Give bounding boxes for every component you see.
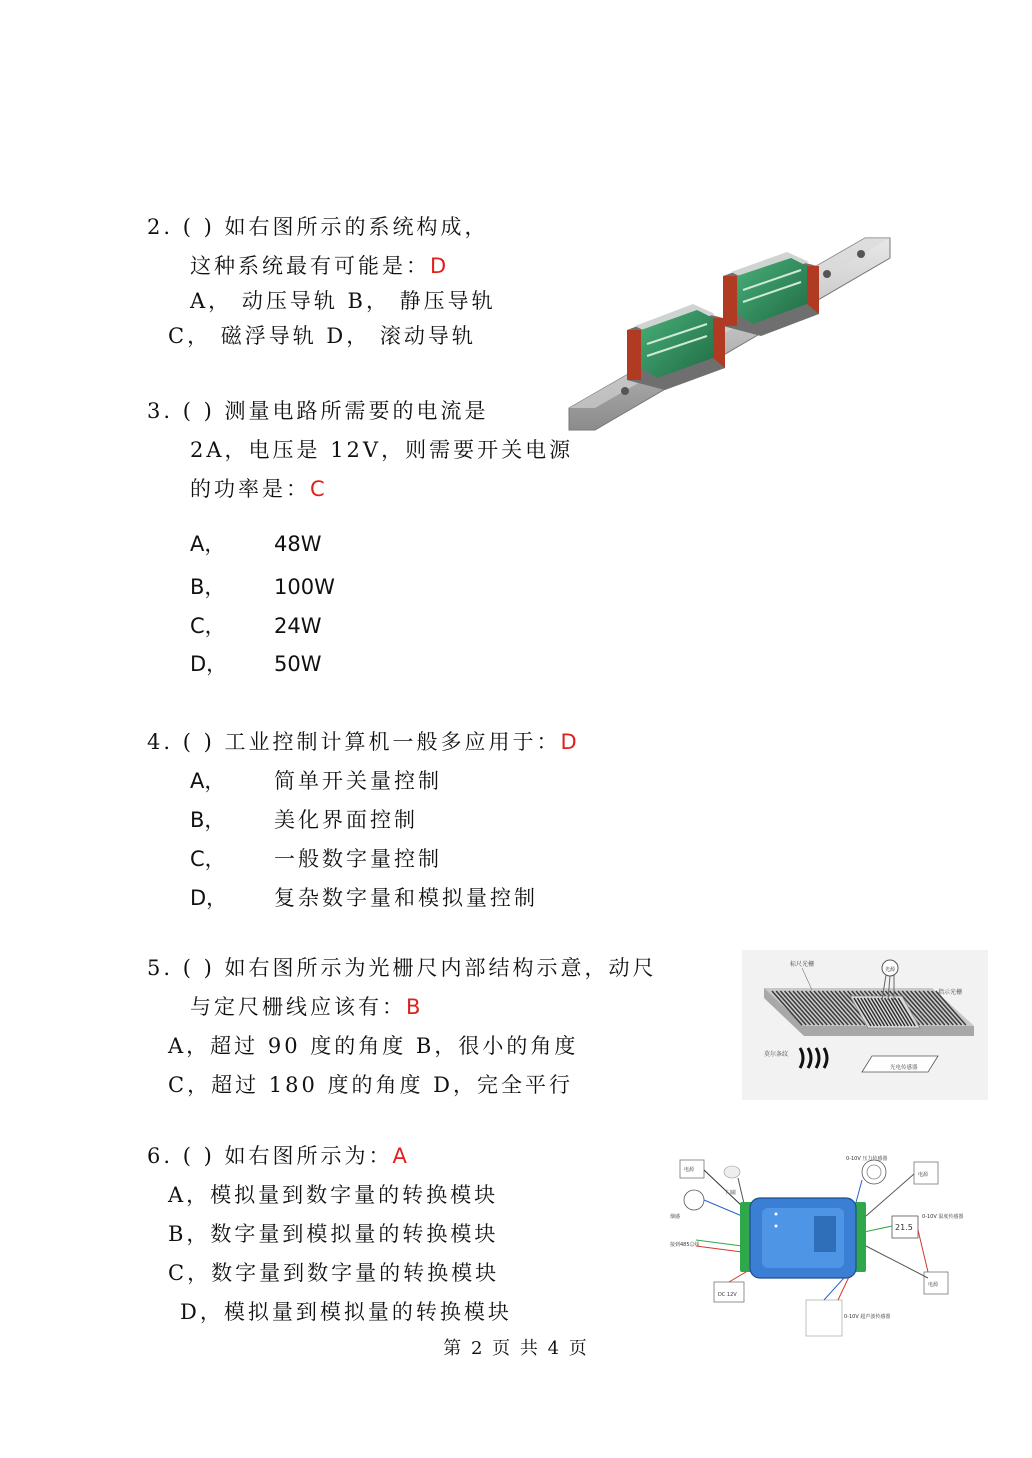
option-value: 复杂数字量和模拟量控制 — [274, 886, 538, 910]
option-letter: D， — [190, 652, 228, 676]
sonic-label: 0-10V 超声波传感器 — [844, 1314, 891, 1320]
q6-option-d: D，模拟量到模拟量的转换模块 — [180, 1300, 512, 1324]
option-value: 24W — [274, 614, 322, 638]
label-indicator-grating: 指示光栅 — [938, 989, 963, 996]
q6-option-b: B，数字量到模拟量的转换模块 — [168, 1222, 499, 1246]
q3-line3 — [190, 474, 325, 504]
door-label: 门磁 — [726, 1190, 737, 1196]
power-label-1: 电源 — [684, 1167, 695, 1173]
q3-line2: 2A，电压是 12V，则需要开关电源 — [190, 438, 574, 462]
q5-line1: 5. ( ) 如右图所示为光栅尺内部结构示意，动尺 — [147, 956, 657, 980]
power-label-2: 电源 — [918, 1172, 929, 1178]
option-value: 一般数字量控制 — [274, 847, 442, 871]
option-letter: D， — [190, 886, 228, 910]
converter-module — [740, 1198, 866, 1278]
q5-options-row1: A，超过 90 度的角度 B，很小的角度 — [168, 1034, 579, 1058]
q4-answer: D — [560, 730, 577, 754]
q4-line1-text: 4. ( ) 工业控制计算机一般多应用于： — [147, 730, 561, 754]
q3-option-c — [190, 611, 322, 641]
q4-option-c — [190, 844, 442, 874]
q2-answer: D — [430, 254, 447, 278]
label-moire: 莫尔条纹 — [764, 1051, 789, 1058]
option-value: 100W — [274, 575, 335, 599]
option-value: 简单开关量控制 — [274, 769, 442, 793]
grating-scale-figure — [742, 950, 988, 1100]
linear-guide-rail-figure — [565, 218, 890, 438]
option-value: 48W — [274, 532, 322, 556]
q3-option-a — [190, 529, 322, 559]
option-letter: A， — [190, 532, 226, 556]
guide-block-1 — [627, 304, 725, 390]
q3-answer: C — [310, 477, 325, 501]
q4-line1 — [147, 727, 577, 757]
q2-line2 — [190, 251, 446, 281]
option-letter: C， — [190, 614, 226, 638]
q5-line2 — [190, 992, 420, 1022]
option-value: 50W — [274, 652, 322, 676]
guide-block-2 — [723, 252, 819, 336]
q2-line2-text: 这种系统最有可能是： — [190, 254, 430, 278]
q2-line1: 2. ( ) 如右图所示的系统构成， — [147, 215, 489, 239]
page-footer: 第 2 页 共 4 页 — [443, 1338, 589, 1359]
q2-options-row2: C， 磁浮导轨 D， 滚动导轨 — [168, 324, 476, 348]
option-value: 美化界面控制 — [274, 808, 418, 832]
q6-answer: A — [392, 1144, 407, 1168]
converter-module-figure — [666, 1150, 964, 1340]
q3-line3-text: 的功率是： — [190, 477, 310, 501]
option-letter: B， — [190, 808, 226, 832]
q6-line1-text: 6. ( ) 如右图所示为： — [147, 1144, 393, 1168]
q2-options-row1: A， 动压导轨 B， 静压导轨 — [190, 289, 496, 313]
label-light-source: 光源 — [885, 967, 896, 973]
temp-display: 21.5 — [895, 1223, 913, 1232]
q3-option-b — [190, 572, 335, 602]
temp-label: 0-10V 温度传感器 — [922, 1214, 964, 1220]
q5-options-row2: C，超过 180 度的角度 D，完全平行 — [168, 1073, 574, 1097]
q4-option-d — [190, 883, 538, 913]
q4-option-a — [190, 766, 442, 796]
option-letter: C， — [190, 847, 226, 871]
q6-option-c: C，数字量到数字量的转换模块 — [168, 1261, 500, 1285]
q5-answer: B — [406, 995, 421, 1019]
smoke-label: 烟感 — [670, 1214, 681, 1220]
q6-line1 — [147, 1141, 407, 1171]
option-letter: B， — [190, 575, 226, 599]
label-photo-sensor: 光电传感器 — [890, 1065, 918, 1071]
power-label-3: 电源 — [928, 1282, 939, 1288]
q3-line1: 3. ( ) 测量电路所需要的电流是 — [147, 399, 489, 423]
label-scale-grating: 标尺光栅 — [790, 961, 815, 968]
q3-option-d — [190, 649, 322, 679]
rs485-label: 接到485总线 — [670, 1242, 700, 1248]
q6-option-a: A，模拟量到数字量的转换模块 — [168, 1183, 499, 1207]
dc12v-label: DC 12V — [718, 1292, 737, 1298]
q5-line2-text: 与定尺栅线应该有： — [190, 995, 406, 1019]
q4-option-b — [190, 805, 418, 835]
option-letter: A， — [190, 769, 226, 793]
pressure-label: 0-10V 压力传感器 — [846, 1156, 888, 1162]
